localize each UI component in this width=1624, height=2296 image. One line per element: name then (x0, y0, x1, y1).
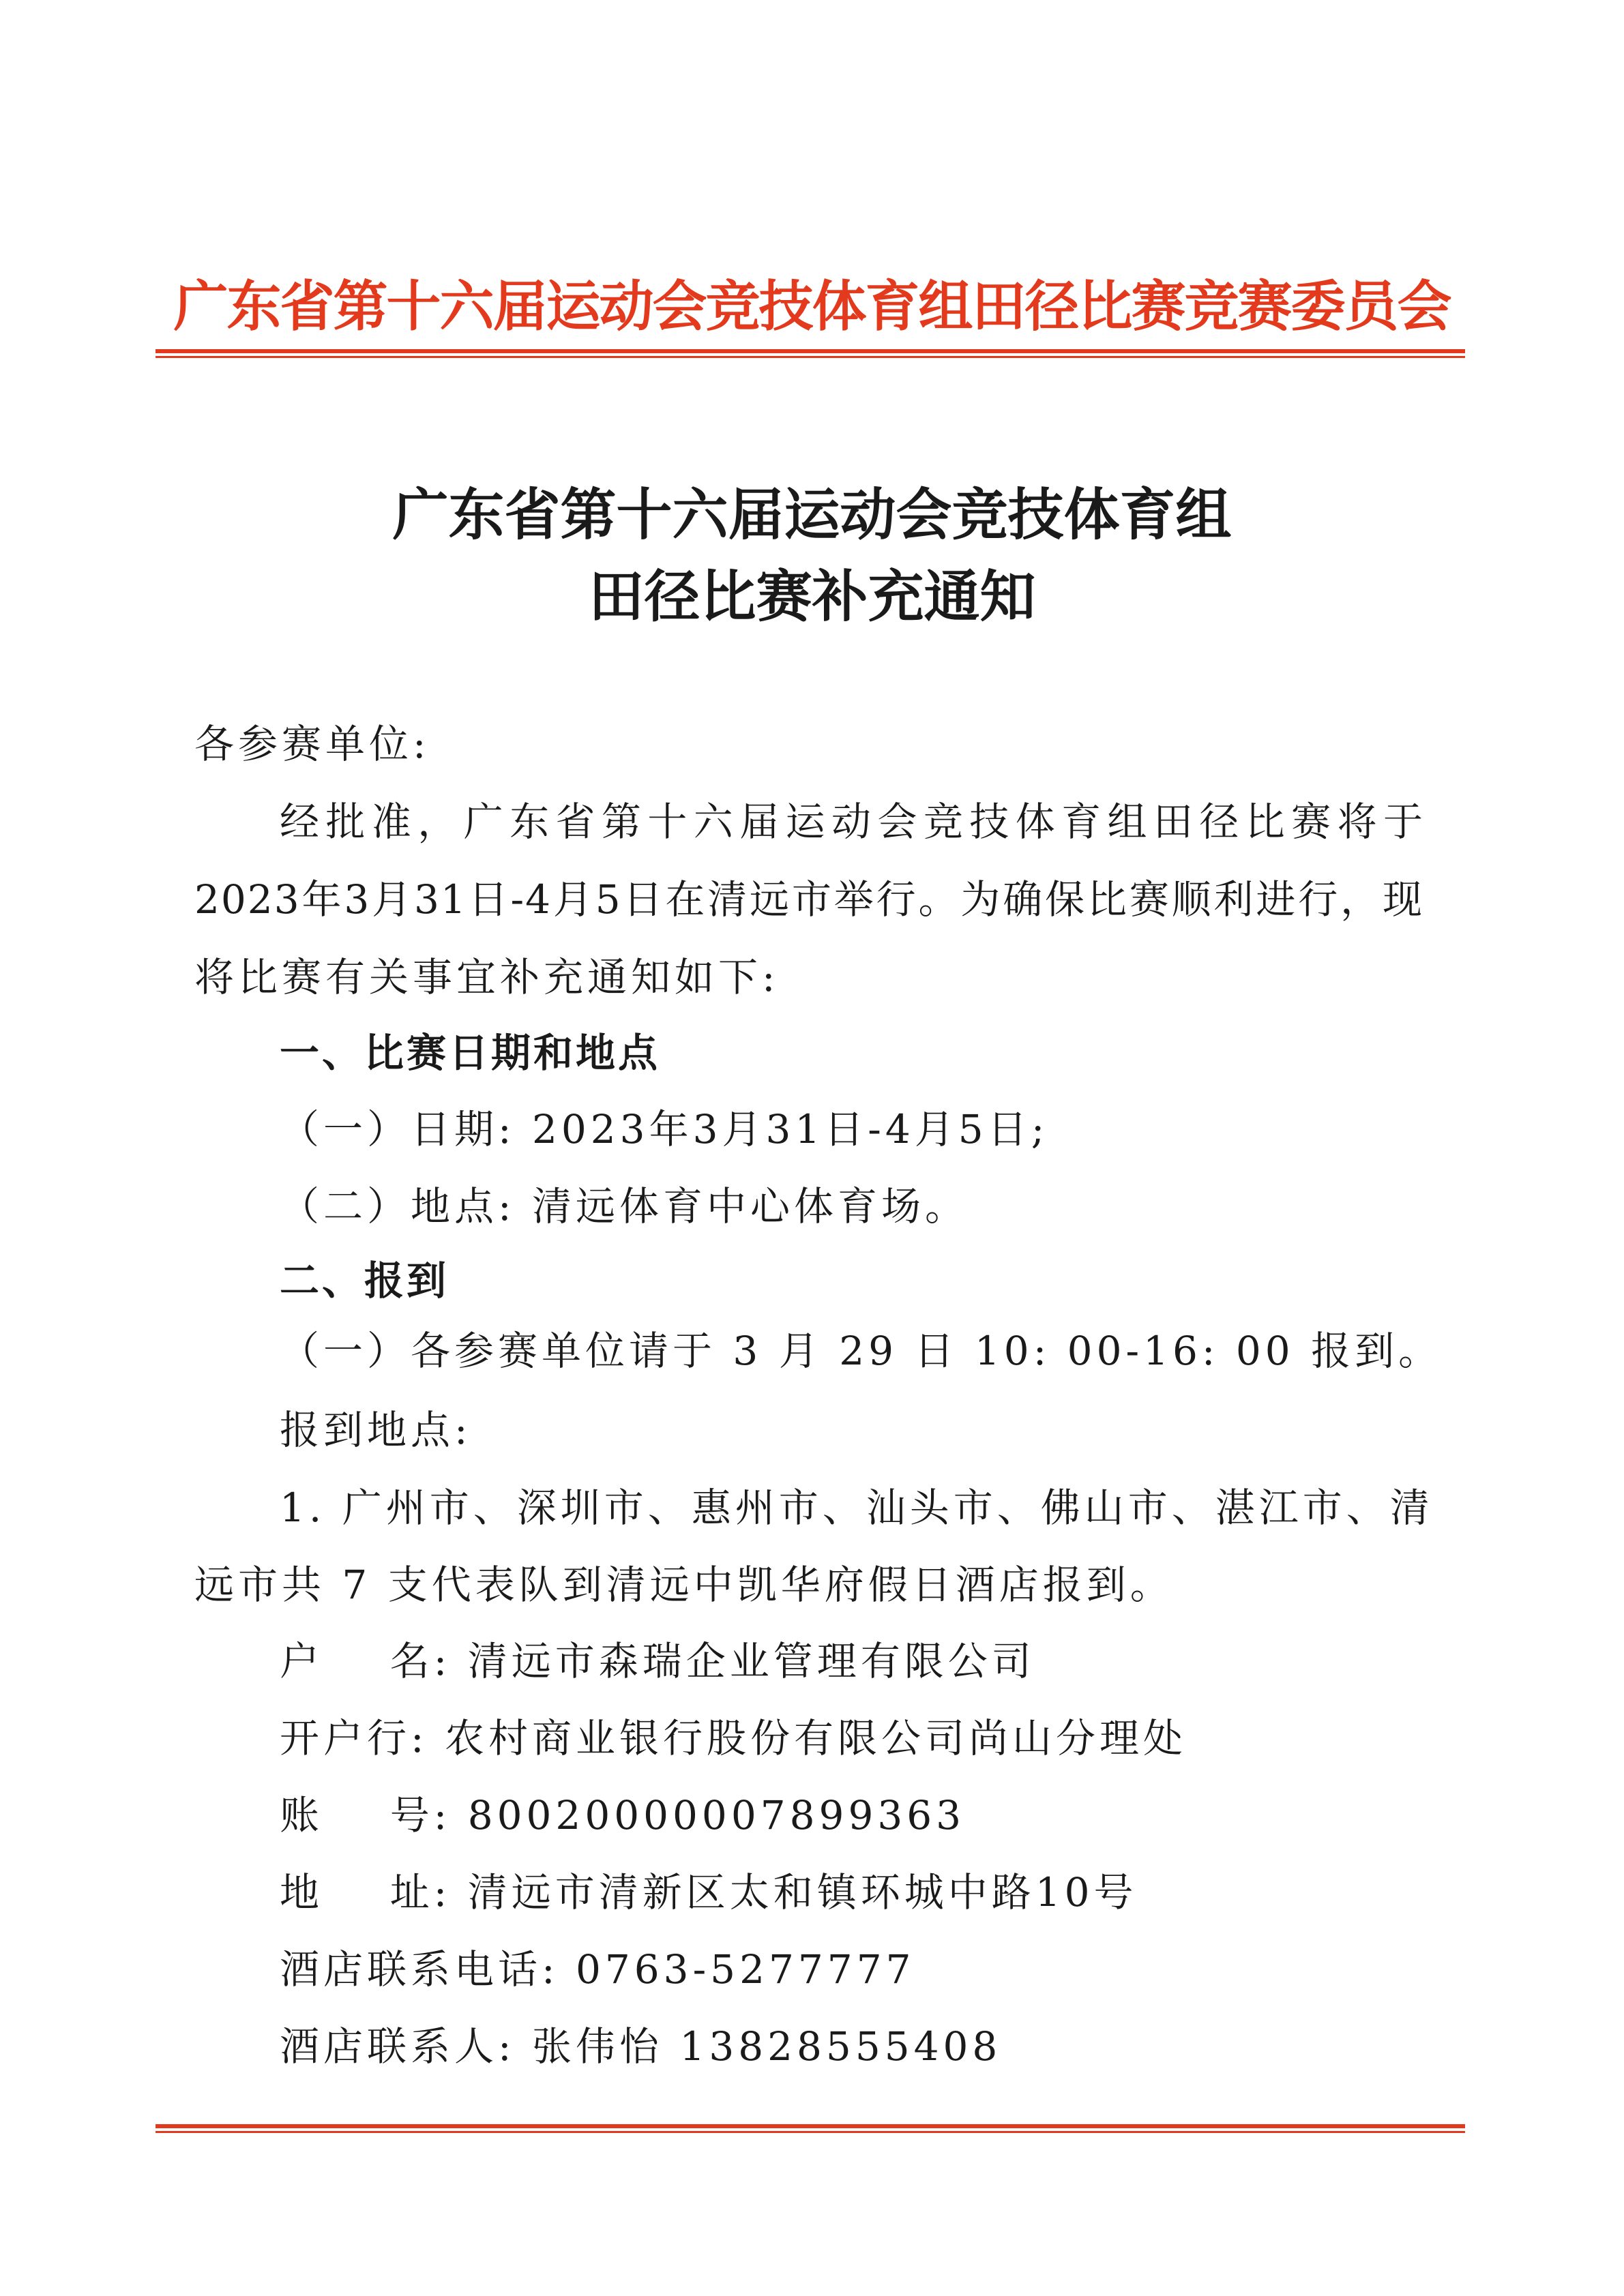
hotel-contact: 酒店联系人: 张伟怡 13828555408 (280, 2023, 1002, 2070)
hotel-phone: 酒店联系电话: 0763-5277777 (280, 1946, 915, 1993)
footer-divider (156, 2124, 1465, 2133)
section2-time: （一）各参赛单位请于 3 月 29 日 10: 00-16: 00 报到。 (280, 1328, 1443, 1374)
account-name: 户 名: 清远市森瑞企业管理有限公司 (280, 1638, 1035, 1684)
item1-line1: 1. 广州市、深圳市、惠州市、汕头市、佛山市、湛江市、清 (280, 1485, 1434, 1531)
section2-heading: 二、报到 (280, 1257, 449, 1304)
document-title-line2: 田径比赛补充通知 (588, 564, 1036, 629)
account-number: 账 号: 80020000007899363 (280, 1792, 966, 1838)
issuing-organization: 广东省第十六届运动会竞技体育组田径比赛竞赛委员会 (173, 275, 1451, 338)
section1-date: （一）日期: 2023年3月31日-4月5日; (280, 1106, 1049, 1152)
section1-venue: （二）地点: 清远体育中心体育场。 (280, 1183, 969, 1229)
intro-line2: 2023年3月31日-4月5日在清远市举行。为确保比赛顺利进行，现 (194, 876, 1423, 923)
intro-line1: 经批准，广东省第十六届运动会竞技体育组田径比赛将于 (280, 799, 1427, 845)
intro-line3: 将比赛有关事宜补充通知如下: (194, 954, 780, 1000)
hotel-address: 地 址: 清远市清新区太和镇环城中路10号 (280, 1869, 1138, 1915)
salutation: 各参赛单位: (194, 721, 430, 767)
item1-line2: 远市共 7 支代表队到清远中凯华府假日酒店报到。 (194, 1562, 1174, 1608)
section1-heading: 一、比赛日期和地点 (280, 1030, 661, 1076)
report-location-label: 报到地点: (280, 1407, 472, 1453)
document-title-line1: 广东省第十六届运动会竞技体育组 (392, 482, 1232, 548)
bank-name: 开户行: 农村商业银行股份有限公司尚山分理处 (280, 1715, 1187, 1761)
header-divider (156, 349, 1465, 358)
